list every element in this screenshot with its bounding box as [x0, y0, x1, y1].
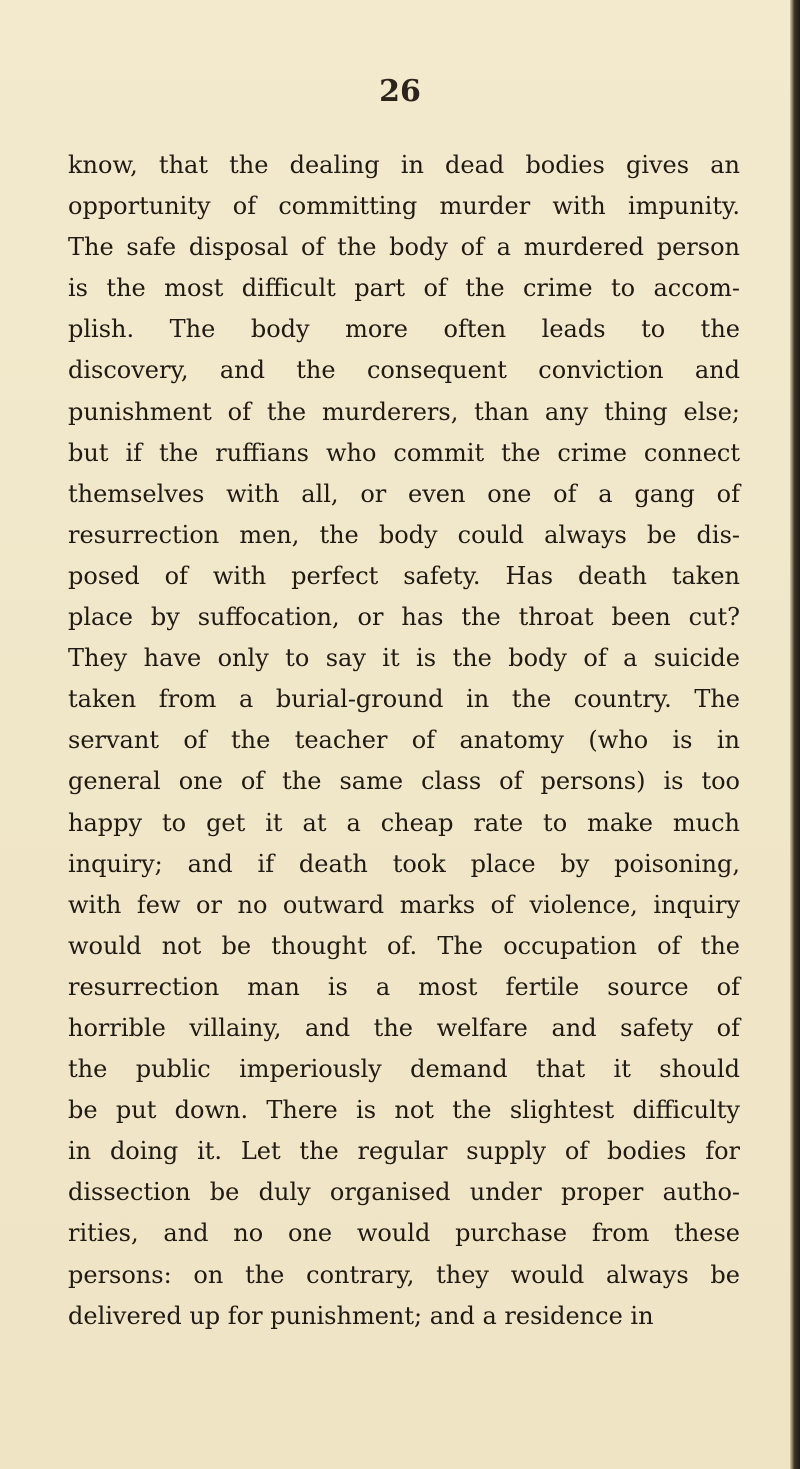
text-line: rities, and no one would purchase from these: [68, 1219, 740, 1248]
text-line: taken from a burial-ground in the country. The: [68, 685, 740, 714]
text-line: servant of the teacher of anatomy (who is in: [68, 726, 740, 755]
text-line: horrible villainy, and the welfare and safety of: [68, 1013, 740, 1042]
text-line: resurrection men, the body could always be dis-: [68, 520, 740, 549]
page-edge-shadow: [790, 0, 800, 1469]
text-line: the public imperiously demand that it should: [68, 1055, 740, 1084]
text-line: dissection be duly organised under proper autho-: [68, 1178, 740, 1207]
text-line: be put down. There is not the slightest difficulty: [68, 1096, 740, 1125]
text-line: place by suffocation, or has the throat been cut?: [68, 603, 740, 632]
text-line: inquiry; and if death took place by poisoning,: [68, 849, 740, 878]
text-line: know, that the dealing in dead bodies gives an: [68, 151, 740, 179]
text-line: The safe disposal of the body of a murdered person: [68, 233, 740, 262]
text-line: opportunity of committing murder with impunity.: [68, 192, 740, 221]
text-line: resurrection man is a most fertile source of: [68, 972, 740, 1001]
text-line: persons: on the contrary, they would always be: [68, 1260, 740, 1289]
body-text: [68, 145, 740, 1337]
text-line: is the most difficult part of the crime to accom-: [68, 274, 740, 303]
text-line: punishment of the murderers, than any thing else;: [68, 397, 740, 426]
text-line: discovery, and the consequent conviction and: [68, 356, 740, 385]
text-line: delivered up for punishment; and a residence in: [68, 1301, 654, 1330]
text-line: in doing it. Let the regular supply of bodies for: [68, 1137, 740, 1166]
text-line: themselves with all, or even one of a gang of: [68, 479, 740, 508]
text-line: They have only to say it is the body of a suicide: [68, 644, 740, 673]
text-line: would not be thought of. The occupation of the: [68, 931, 740, 960]
text-line: but if the ruffians who commit the crime connect: [68, 438, 740, 467]
page-number: 26: [379, 74, 421, 109]
text-line: plish. The body more often leads to the: [68, 315, 740, 344]
text-line: happy to get it at a cheap rate to make much: [68, 808, 740, 837]
text-line: general one of the same class of persons) is too: [68, 767, 740, 796]
text-line: with few or no outward marks of violence, inquiry: [68, 890, 740, 919]
text-line: posed of with perfect safety. Has death taken: [68, 561, 740, 590]
